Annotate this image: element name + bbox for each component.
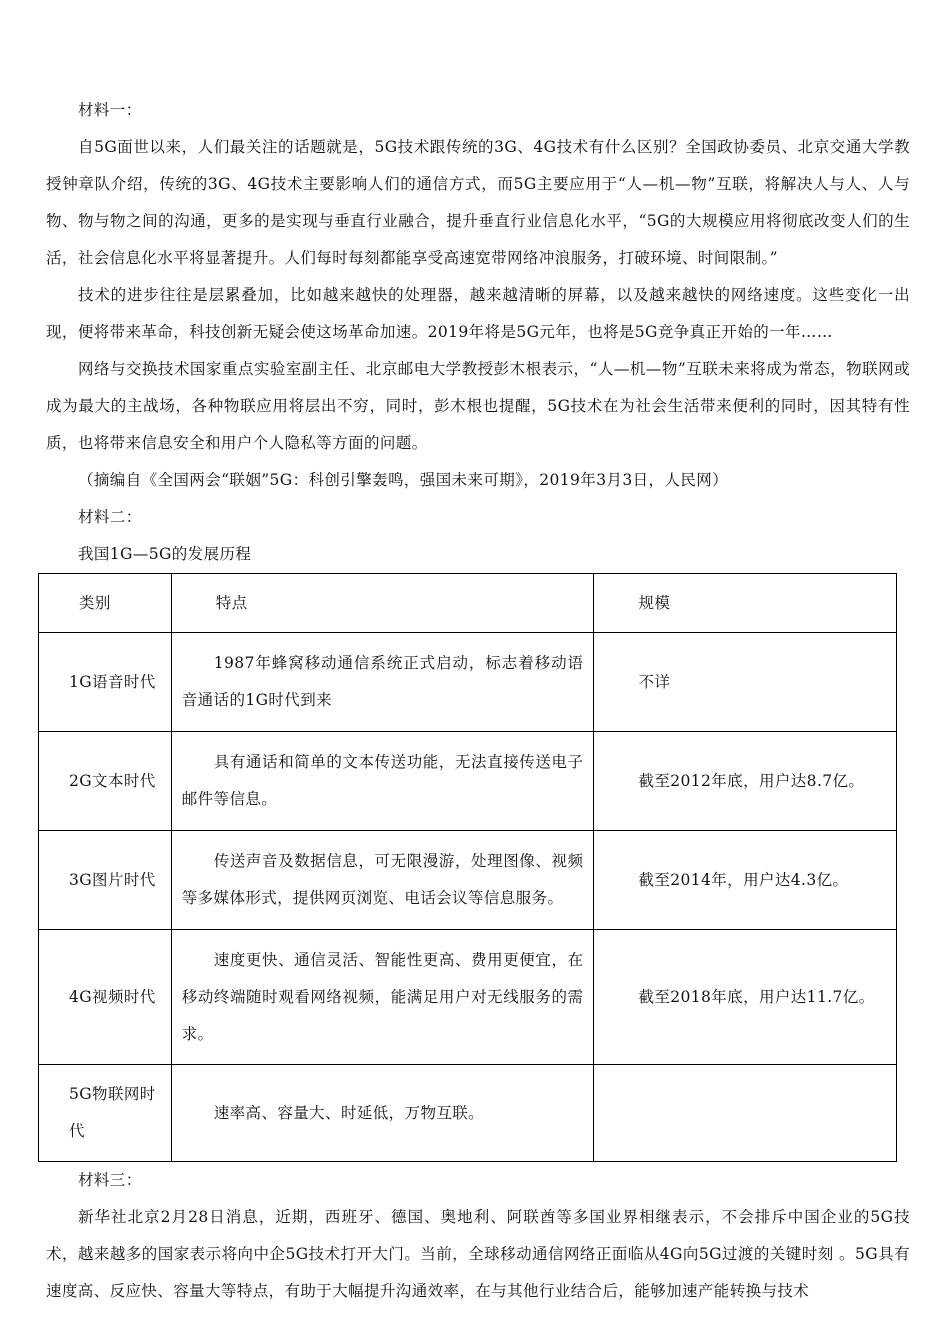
row-scale-cell: [594, 930, 897, 1065]
material3-paragraph: 新华社北京2月28日消息，近期，西班牙、德国、奥地利、阿联酋等多国业界相继表示，不会排斥中国企业的5G技术，越来越多的国家表示将向中企5G技术打开大门。当前，全球移动通信网络正面临从4G向5G过渡的关键时刻 。5G具有速度高、反应快、容量大等特点，有助于大幅提升沟通效率，在与其他行业结合后，能够加速产能转换与技术: [46, 1208, 910, 1300]
row-type-5g: 5G物联网时代: [39, 1065, 172, 1162]
row-feature-cell: [171, 930, 594, 1065]
development-history-table: [38, 573, 897, 1162]
table-row: [39, 633, 897, 732]
row-feature-cell: [171, 732, 594, 831]
table-header-row: [39, 574, 897, 633]
document-page: [46, 92, 910, 1310]
row-scale-cell: [594, 633, 897, 732]
row-type-1g: 1G语音时代: [39, 633, 172, 732]
material1-paragraph-2: 技术的进步往往是层累叠加，比如越来越快的处理器，越来越清晰的屏幕，以及越来越快的网络速度。这些变化一出现，便将带来革命，科技创新无疑会使这场革命加速。2019年将是5G元年，也将是5G竞争真正开始的一年……: [46, 286, 910, 341]
row-type-2g: 2G文本时代: [39, 732, 172, 831]
row-feature-5g: 速率高、容量大、时延低，万物互联。: [213, 1103, 485, 1122]
row-feature-cell: [171, 1065, 594, 1162]
material1-paragraph-1: 自5G面世以来，人们最关注的话题就是，5G技术跟传统的3G、4G技术有什么区别？全国政协委员、北京交通大学教授钟章队介绍，传统的3G、4G技术主要影响人们的通信方式，而5G主要应用于“人—机—物”互联，将解决人与人、人与物、物与物之间的沟通，更多的是实现与垂直行业融合，提升垂直行业信息化水平，“5G的大规模应用将彻底改变人们的生活，社会信息化水平将显著提升。人们每时每刻都能享受高速宽带网络冲浪服务，打破环境、时间限制。”: [46, 138, 910, 267]
row-feature-cell: [171, 831, 594, 930]
row-feature-1g: 1987年蜂窝移动通信系统正式启动，标志着移动语音通话的1G时代到来: [181, 654, 584, 709]
table-row: [39, 930, 897, 1065]
material1-paragraph-3: 网络与交换技术国家重点实验室副主任、北京邮电大学教授彭木根表示，“人—机—物”互联未来将成为常态，物联网或成为最大的主战场，各种物联应用将层出不穷，同时，彭木根也提醒，5G技术在为社会生活带来便利的同时，因其特有性质，也将带来信息安全和用户个人隐私等方面的问题。: [46, 360, 910, 452]
row-type-4g: 4G视频时代: [39, 930, 172, 1065]
table-row: [39, 732, 897, 831]
row-scale-3g: 截至2014年，用户达4.3亿。: [638, 870, 849, 889]
header-feature: 特点: [171, 574, 594, 633]
table-row: [39, 1065, 897, 1162]
row-feature-2g: 具有通话和简单的文本传送功能，无法直接传送电子邮件等信息。: [181, 753, 584, 808]
material1-source: （摘编自《全国两会“联姻”5G：科创引擎轰鸣，强国未来可期》，2019年3月3日，人民网）: [78, 471, 729, 489]
row-type-3g: 3G图片时代: [39, 831, 172, 930]
material1-label: 材料一：: [78, 101, 142, 119]
row-feature-3g: 传送声音及数据信息，可无限漫游，处理图像、视频等多媒体形式，提供网页浏览、电话会议等信息服务。: [181, 852, 584, 907]
row-feature-cell: [171, 633, 594, 732]
row-scale-2g: 截至2012年底，用户达8.7亿。: [638, 771, 865, 790]
header-type: 类别: [39, 574, 172, 633]
table-caption: 我国1G—5G的发展历程: [78, 545, 252, 563]
material2-label: 材料二：: [78, 508, 142, 526]
row-scale-cell: [594, 1065, 897, 1162]
row-scale-cell: [594, 732, 897, 831]
header-scale: 规模: [594, 574, 897, 633]
row-scale-cell: [594, 831, 897, 930]
material3-label: 材料三：: [78, 1171, 142, 1189]
row-scale-4g: 截至2018年底，用户达11.7亿。: [638, 987, 875, 1006]
row-feature-4g: 速度更快、通信灵活、智能性更高、费用更便宜，在移动终端随时观看网络视频，能满足用户对无线服务的需求。: [181, 950, 584, 1043]
row-scale-1g: 不详: [638, 672, 671, 691]
table-row: [39, 831, 897, 930]
